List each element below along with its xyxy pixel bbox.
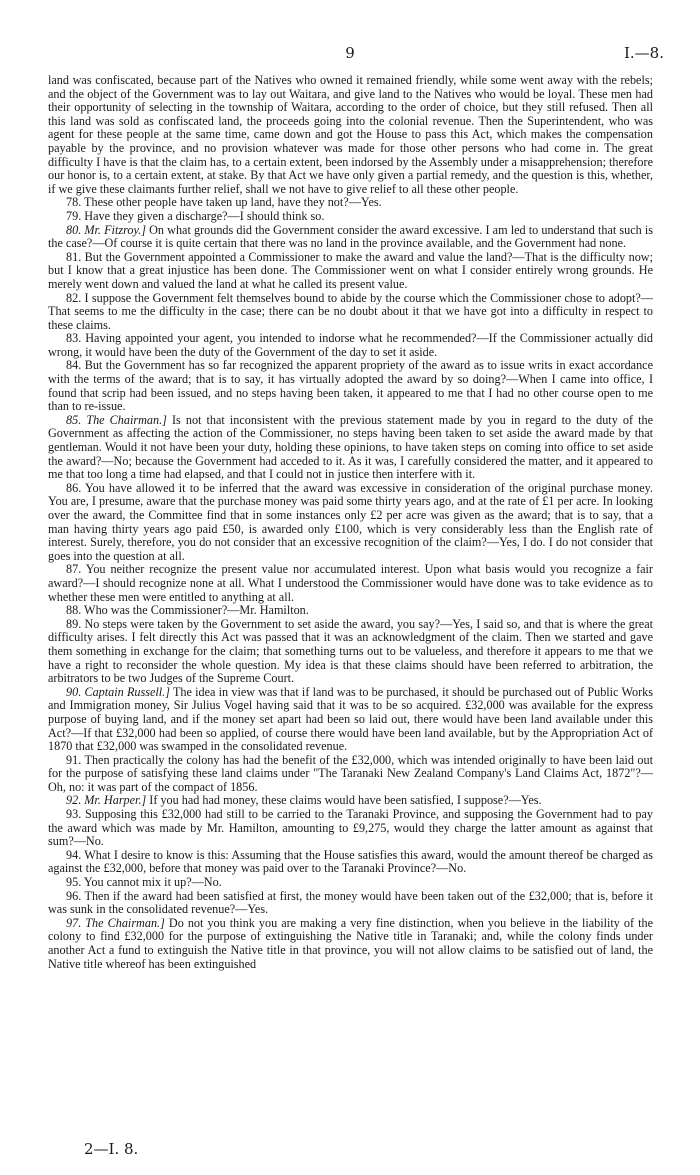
paragraph-text: 83. Having appointed your agent, you intended to indorse what he recommended?—If the Commissioner actually did wrong, it would have been the duty of the Government of the day to set it aside. (48, 331, 653, 359)
paragraph-text: 89. No steps were taken by the Government to set aside the award, you say?—Yes, I said so, and that is where the great difficulty arises. I felt directly this Act was passed that it was an acknowledgment of the claim. Then we started and gave them something in exchange for the claim; that something turns out to be valueless, and therefore it appears to me that we have a right to reconsider the whole question. My idea is that these claims should have been referred to arbitration, the arbitrators to be two Judges of the Supreme Court. (48, 616, 653, 686)
paragraph-text: 91. Then practically the colony has had the benefit of the £32,000, which was intended originally to have been laid out for the purpose of satisfying these land claims under "The Taranaki New Zealand Company's Land Claims Act, 1872"?—Oh, no: it was part of the compact of 1856. (48, 752, 653, 794)
paragraph (48, 686, 653, 754)
paragraph (48, 618, 653, 686)
paragraph-text: 94. What I desire to know is this: Assuming that the House satisfies this award, would the amount thereof be charged as against the £32,000, before that money was paid over to the Taranaki Province?—No. (48, 847, 653, 876)
speaker-label: 80. Mr. Fitzroy.] (66, 222, 146, 237)
speaker-label: 90. Captain Russell.] (66, 684, 170, 699)
paragraph-text: 78. These other people have taken up land, have they not?—Yes. (66, 195, 382, 210)
paragraph (48, 808, 653, 849)
paragraph-text: 87. You neither recognize the present value nor accumulated interest. Upon what basis would you recognize a fair award?—I should recognize none at all. What I understood the Commissioner would have done was to take evidence as to whether these men were entitled to anything at all. (48, 562, 653, 604)
paragraph (48, 890, 653, 917)
paragraph-text: 95. You cannot mix it up?—No. (66, 875, 222, 890)
paragraph (48, 563, 653, 604)
paragraph (48, 196, 653, 210)
paragraph-text: Is not that inconsistent with the previous statement made by you in regard to the duty of the Government as affecting the action of the Commissioner, no steps having been taken to set aside the award made by that gentleman. Would it not have been your duty, holding these opinions, to have taken steps on coming into office to set aside the award?—No; because the Government had acceded to it. As it was, I carefully considered the matter, and it appeared to me that too long a time had elapsed, and that I could not in justice then interfere with it. (48, 412, 653, 482)
paragraph-text: Do not you think you are making a very fine distinction, when you believe in the liability of the colony to find £32,000 for the purpose of extinguishing the Native title in Taranaki; and, while the colony finds under another Act a fund to extinguish the Native title in that province, you will not allow claims to be satisfied out of land, the Native title whereof has been extinguished (48, 915, 653, 971)
paragraph-text: On what grounds did the Government consider the award excessive. I am led to understand that such is the case?—Of course it is quite certain that there was no land in the province available, and the Government had none. (48, 222, 653, 251)
paragraph (48, 794, 653, 808)
paragraph-text: 82. I suppose the Government felt themselves bound to abide by the course which the Commissioner chose to adopt?—That seems to me the difficulty in the case; there can be no doubt about it that we have got into a difficulty in respect to these claims. (48, 290, 653, 332)
paragraph-text: land was confiscated, because part of the Natives who owned it remained friendly, while some went away with the rebels; and the object of the Government was to lay out Waitara, and give land to the Natives who would be loyal. These men had their opportunity of selecting in the township of Waitara, according to the order of choice, but they still refused. Then all this land was sold as confiscated land, the proceeds going into the colonial revenue. Then the Superintendent, who was agent for these people at the same time, came down and got the House to pass this Act, which makes the compensation payable by the province, and no provision whatever was made for those other persons who had come in. The great difficulty I have is that the claim has, to a certain extent, been indorsed by the Assembly under a misapprehension; therefore our honor is, to a certain extent, at stake. By that Act we have only given a partial remedy, and the question is this, whether, if we give these claimants further relief, shall we not have to give relief to all these other people. (48, 73, 653, 196)
paragraph-text: 79. Have they given a discharge?—I should think so. (66, 208, 325, 223)
evidence-body (48, 74, 653, 971)
paragraph (48, 604, 653, 618)
speaker-label: 85. The Chairman.] (66, 412, 167, 427)
paragraph (48, 224, 653, 251)
paragraph (48, 849, 653, 876)
paragraph-text: 93. Supposing this £32,000 had still to be carried to the Taranaki Province, and supposing the Government had to pay the award which was made by Mr. Hamilton, amounting to £9,275, would they charge the latter amount as against that sum?—No. (48, 807, 653, 849)
paragraph (48, 332, 653, 359)
paragraph-text: 88. Who was the Commissioner?—Mr. Hamilton. (66, 603, 309, 618)
paragraph-text: 84. But the Government has so far recognized the apparent propriety of the award as to issue writs in exact accordance with the terms of the award; that is to say, it has virtually adopted the award by so doing?—When I came into office, I found that scrip had been issued, and no steps having been taken, it appeared to me that I had no other course open to me than to re-issue. (48, 358, 653, 414)
paragraph (48, 414, 653, 482)
document-reference: I.—8. (623, 44, 664, 62)
paragraph (48, 482, 653, 564)
speaker-label: 97. The Chairman.] (66, 915, 165, 930)
paragraph (48, 917, 653, 971)
paragraph (48, 876, 653, 890)
paragraph-text: The idea in view was that if land was to be purchased, it should be purchased out of Public Works and Immigration money, Sir Julius Vogel having said that it was to be so acquired. £32,000 was available for the express purpose of buying land, and if the money set apart had been so laid out, there would have been land available under this Act?—If that £32,000 had been so applied, of course there would have been land available, but by the Appropriation Act of 1870 that £32,000 was swamped in the consolidated revenue. (48, 684, 653, 754)
paragraph (48, 292, 653, 333)
paragraph (48, 251, 653, 292)
speaker-label: 92. Mr. Harper.] (66, 793, 147, 808)
paragraph-text: If you had had money, these claims would have been satisfied, I suppose?—Yes. (146, 793, 542, 808)
paragraph (48, 359, 653, 413)
paragraph (48, 210, 653, 224)
page-number: 9 (345, 44, 355, 62)
printer-signature: 2—I. 8. (84, 1140, 139, 1158)
paragraph (48, 74, 653, 196)
paragraph (48, 754, 653, 795)
paragraph-text: 81. But the Government appointed a Commissioner to make the award and value the land?—That is the difficulty now; but I know that a great injustice has been done. The Commissioner went on what I consider entirely wrong grounds. He merely went down and valued the land at what he called its present value. (48, 249, 653, 291)
paragraph-text: 86. You have allowed it to be inferred that the award was excessive in consideration of the original purchase money. You are, I presume, aware that the purchase money was paid some thirty years ago, and at the rate of £1 per acre. In looking over the award, the Committee find that in some instances only £2 per acre was given as the award; that is to say, that a man having thirty years ago paid £50, is awarded only £100, which is very considerably less than the English rate of interest. Surely, therefore, you do not consider that an excessive recognition of the claim?—Yes, I do. I do not consider that goes into the question at all. (48, 480, 653, 563)
paragraph-text: 96. Then if the award had been satisfied at first, the money would have been taken out of the £32,000; that is, before it was sunk in the consolidated revenue?—Yes. (48, 888, 653, 917)
